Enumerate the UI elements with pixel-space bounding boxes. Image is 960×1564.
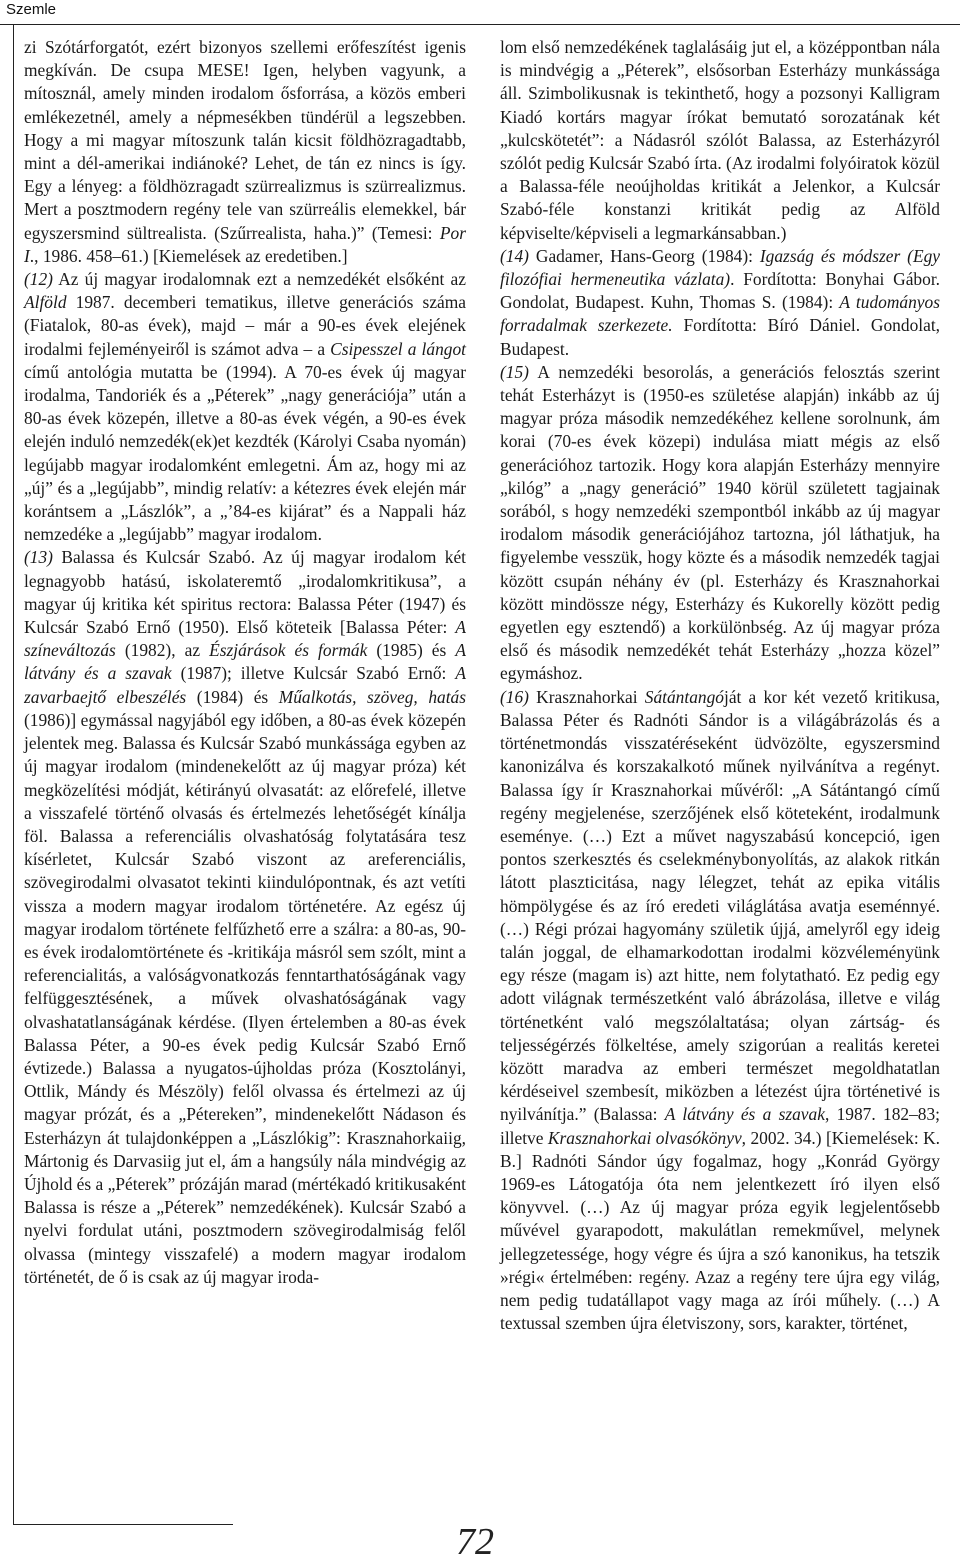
text-run: Balassa és Kulcsár Szabó. Az új magyar irodalom két legnagyobb hatású, iskolateremtő „irodalomkritikusa”, a magyar új kritika két spiritus rectora: Balassa Péter (1947) és Kulcsár Szabó Ernő (1950). Első köteteik [Balassa Péter: (24, 547, 466, 638)
footnote-paragraph (500, 36, 940, 245)
text-run: Az új magyar irodalomnak ezt a nemzedékét elsőként az (52, 269, 466, 290)
italic-text: Krasznahorkai olvasókönyv (547, 1127, 742, 1148)
italic-text: Sátántangó (644, 686, 724, 707)
left-column (24, 36, 466, 1289)
footnote-paragraph (500, 361, 940, 686)
italic-text: Igazság és módszer (Egy filozófiai hermeneutika vázlata) (500, 245, 940, 290)
right-column (500, 36, 940, 1335)
text-run: Fordította: Bíró Dániel. Gondolat, Budapest. (500, 315, 940, 359)
italic-text: (16) (500, 686, 529, 707)
italic-text: A látvány és a szavak (24, 640, 466, 684)
text-run: Gadamer, Hans-Georg (1984): (528, 245, 760, 266)
text-run: , 2002. 34.) [Kiemelések: K. B.] Radnóti Sándor úgy fogalmaz, hogy „Konrád György 1969-es Látogatója óta nem jelentkezett író ilyen első könyvvel. (…) Az új magyar próza egyik legjelentősebb művével gyarapodott, makulátlan remekművel, melynek jellegzetessége, hogy végre és újra a szó kanonikus, ha tetszik »régi« értelmében: regény. Azaz a regény tere újra egy világ, nem pedig tudatállapot vagy maga az írói műhely. (…) A textussal szemben újra életviszony, sors, karakter, történet, (500, 1127, 940, 1334)
text-run: (1985) és (367, 640, 456, 661)
left-margin-rule (13, 24, 14, 1524)
text-run: (1982), az (115, 640, 210, 661)
text-run: . Fordította: Bonyhai Gábor. Gondolat, Budapest. Kuhn, Thomas S. (1984): (500, 269, 940, 313)
text-run: lom első nemzedékének taglalásáig jut el, a középpontban nála is mindvégig a „Péterek”, elsősorban Esterházy munkássága áll. Szimbolikusnak is tekinthető, hogy a pozsonyi Kalligram Kiadó kortárs magyar írókat bemutató sorozatának két „kulcskötetét”: a Nádasról szólót Balassa, az Esterházyról szólót pedig Kulcsár Szabó írta. (Az irodalmi folyóiratok közül a Balassa-féle neoújholdas kritikát a Jelenkor, a Kulcsár Szabó-féle konstanzi kritikát pedig az Alföld képviselte/képviseli a legmarkánsabban.) (500, 37, 940, 243)
running-header (0, 0, 960, 25)
text-run: ját a kor két vezető kritikusa, Balassa Péter és Radnóti Sándor is a világábrázolás és a történetmondás visszatéréseként üdvözölte, egyszersmind kanonizálva és korszakalkotó műnek nyilvánítva a regényt. Balassa így ír Krasznahorkai művéről: „A Sátántangó című regény megjelenése, szerzőjének első köteteként, irodalmunk eseménye. (…) Ezt a művet nagyszabású koncepció, igen pontos szerkesztés és cselekménybonyolítás, az alakok ritkán látott plaszticitása, nagy lélegzet, tehát az epika vitális hömpölygése és az író eredeti világlátása avatja eseménnyé. (…) Régi prózai hagyomány születik újjá, amelyről egy ideig talán joggal, de elhamarkodottan irodalmi közvéleményünk egy része (magam is) azt hitte, nem folytatható. Ez pedig egy adott világnak természetként való ábrázolása, illetve e világ történetként való megszólaltatása; olyan zártság- és teljességérzés fölkeltése, amely szigorúan a realitás keretei között maradva az emberi természet megoldhatatlan kérdéseivel szembesít, miközben a létezést újra történetivé is nyilvánítja.” (Balassa: (500, 686, 940, 1125)
footnote-paragraph (500, 245, 940, 361)
italic-text: (12) (24, 269, 53, 290)
text-run: zi Szótárforgatót, ezért bizonyos szellemi erőfeszítést igenis megkíván. De csupa MESE! Igen, helyben vagyunk, a mítosznál, amely minden irodalom ősforrása, a közös emberi emlékezetnél, amely a népmesékben tündérül a legszebben. Hogy a mi magyar mítoszunk talán kicsit földhözragadtabb, mint a dél-amerikai indiánoké? Lehet, de tán ez nincs is így. Egy a lényeg: a földhözragadt szürrealizmus is szürrealizmus. Mert a posztmodern regény tele van szürreális elemekkel, bár egyszersmind sültrealista. (Szűrrealista, haha.)” (Temesi: (24, 37, 466, 243)
text-run: (1987); illetve Kulcsár Szabó Ernő: (171, 663, 456, 684)
text-run: (1984) és (186, 686, 279, 707)
italic-text: (13) (24, 547, 53, 568)
italic-text: Észjárások és formák (209, 640, 368, 661)
footnote-paragraph (500, 686, 940, 1336)
bottom-rule (13, 1524, 233, 1525)
text-run: című antológia mutatta be (1994). A 70-es évek új magyar irodalma, Tandoriék és a „Péterek” „nagy generációja” után a 80-as évek közepén, illetve a 80-as évek végén, a 90-es évek elején induló nemzedék(ek)et kezdték (Károlyi Csaba nyomán) legújabb magyar irodalomként emlegetni. Ám az, hogy mi az „új” és a „legújabb”, mindig relatív: a kétezres évek elején már korántsem a „Lászlók”, a „’84-es kijárat” és a Nappali ház nemzedéke a „legújabb” magyar irodalom. (24, 361, 466, 545)
text-run: (1986)] egymással nagyjából egy időben, a 80-as évek közepén jelentek meg. Balassa és Kulcsár Szabó munkássága egyben az új magyar irodalom (mindenekelőtt az új magyar próza) két megközelítési módját, kétirányú olvasatát: az előrefelé, illetve a visszafelé történő olvasás és értelmezés lehetőségét kínálja föl. Balassa a referenciális olvashatóság folytatására tesz kísérletet, Kulcsár Szabó viszont az areferenciális, szövegirodalmi olvasatot tekinti kiindulópontnak, és azt vetíti vissza a modern magyar irodalom történetére. Az egész új magyar irodalom története felfűzhető erre a szálra: a 80-as, 90-es évek irodalomtörténete és -kritikája másról sem szólt, mint a referencialitás, a valóságvonatkozás fenntarthatóságának vagy felfüggesztésének, a művek olvashatóságának vagy olvashatatlanságának kérdése. (Ilyen értelemben a 80-as évek Balassa Péter, a 90-es évek pedig Kulcsár Szabó Ernő évtizede.) Balassa a nyugatos-újholdas próza (Kosztolányi, Ottlik, Mándy és Mészöly) felől olvassa és értelmezi az új magyar prózát, és a „Pétereken”, mindenekelőtt Nádason és Esterházyn át tulajdonképpen a „Lászlókig”: Krasznahorkaiig, Mártonig és Darvasiig jut el, ám a hangsúly nála mindvégig az Újhold és a „Péterek” prózáján marad (mértékadó kritikusaként Balassa is része a „Péterek” nemzedékének). Kulcsár Szabó a nyelvi fordulat utáni, posztmodern szövegirodalmiság felől olvassa (mintegy visszafelé) a modern magyar irodalom történetét, de ő is csak az új magyar iroda- (24, 709, 466, 1287)
italic-text: (15) (500, 361, 529, 382)
text-run: 1987. decemberi tematikus, illetve generációs száma (Fiatalok, 80-as évek), majd – már a 90-es évek elejének irodalmi fejleményeiről is számot adva – a (24, 292, 466, 359)
italic-text: Por I (24, 222, 466, 266)
text-run: A nemzedéki besorolás, a generációs felosztás szerint tehát Esterházyt is (1950-es születése alapján) inkább az új magyar próza második nemzedékéhez kellene sorolnunk, ám korai (70-es évek közepi) indulása miatt mégis az első generációhoz tartozik. Hogy kora alapján Esterházy mennyire „kilóg” a „nagy generáció” 1940 körül született tagjainak sorából, s hogy nemzedéki szempontból inkább az új magyar irodalom második generációjához tartozna, jól láthatjuk, ha figyelembe vesszük, hogy közte és a második nemzedék tagjai között csupán néhány év (pl. Esterházy és Krasznahorkai között mindössze négy, Esterházy és Kukorelly között pedig egyetlen egy esztendő) a korkülönbség. Az új magyar próza első és második nemzedékét tehát Esterházy „hozza közel” egymáshoz. (500, 361, 940, 684)
italic-text: A színeváltozás (24, 617, 466, 661)
italic-text: A látvány és a szavak (664, 1104, 825, 1125)
text-run: Krasznahorkai (528, 686, 645, 707)
italic-text: Műalkotás, szöveg, hatás (278, 686, 467, 707)
footnote-paragraph (24, 36, 466, 268)
italic-text: Alföld (24, 292, 67, 313)
italic-text: A tudományos forradalmak szerkezete. (500, 292, 940, 336)
text-run: , 1987. 182–83; illetve (500, 1104, 940, 1148)
italic-text: A zavarbaejtő elbeszélés (24, 663, 466, 707)
italic-text: (14) (500, 245, 529, 266)
journal-title: Szemle (6, 1, 57, 18)
footnote-paragraph (24, 546, 466, 1289)
page-number: 72 (456, 1521, 494, 1563)
footnote-paragraph (24, 268, 466, 546)
italic-text: Csipesszel a lángot (330, 338, 466, 359)
text-run: ., 1986. 458–61.) [Kiemelések az eredetiben.] (29, 245, 348, 266)
